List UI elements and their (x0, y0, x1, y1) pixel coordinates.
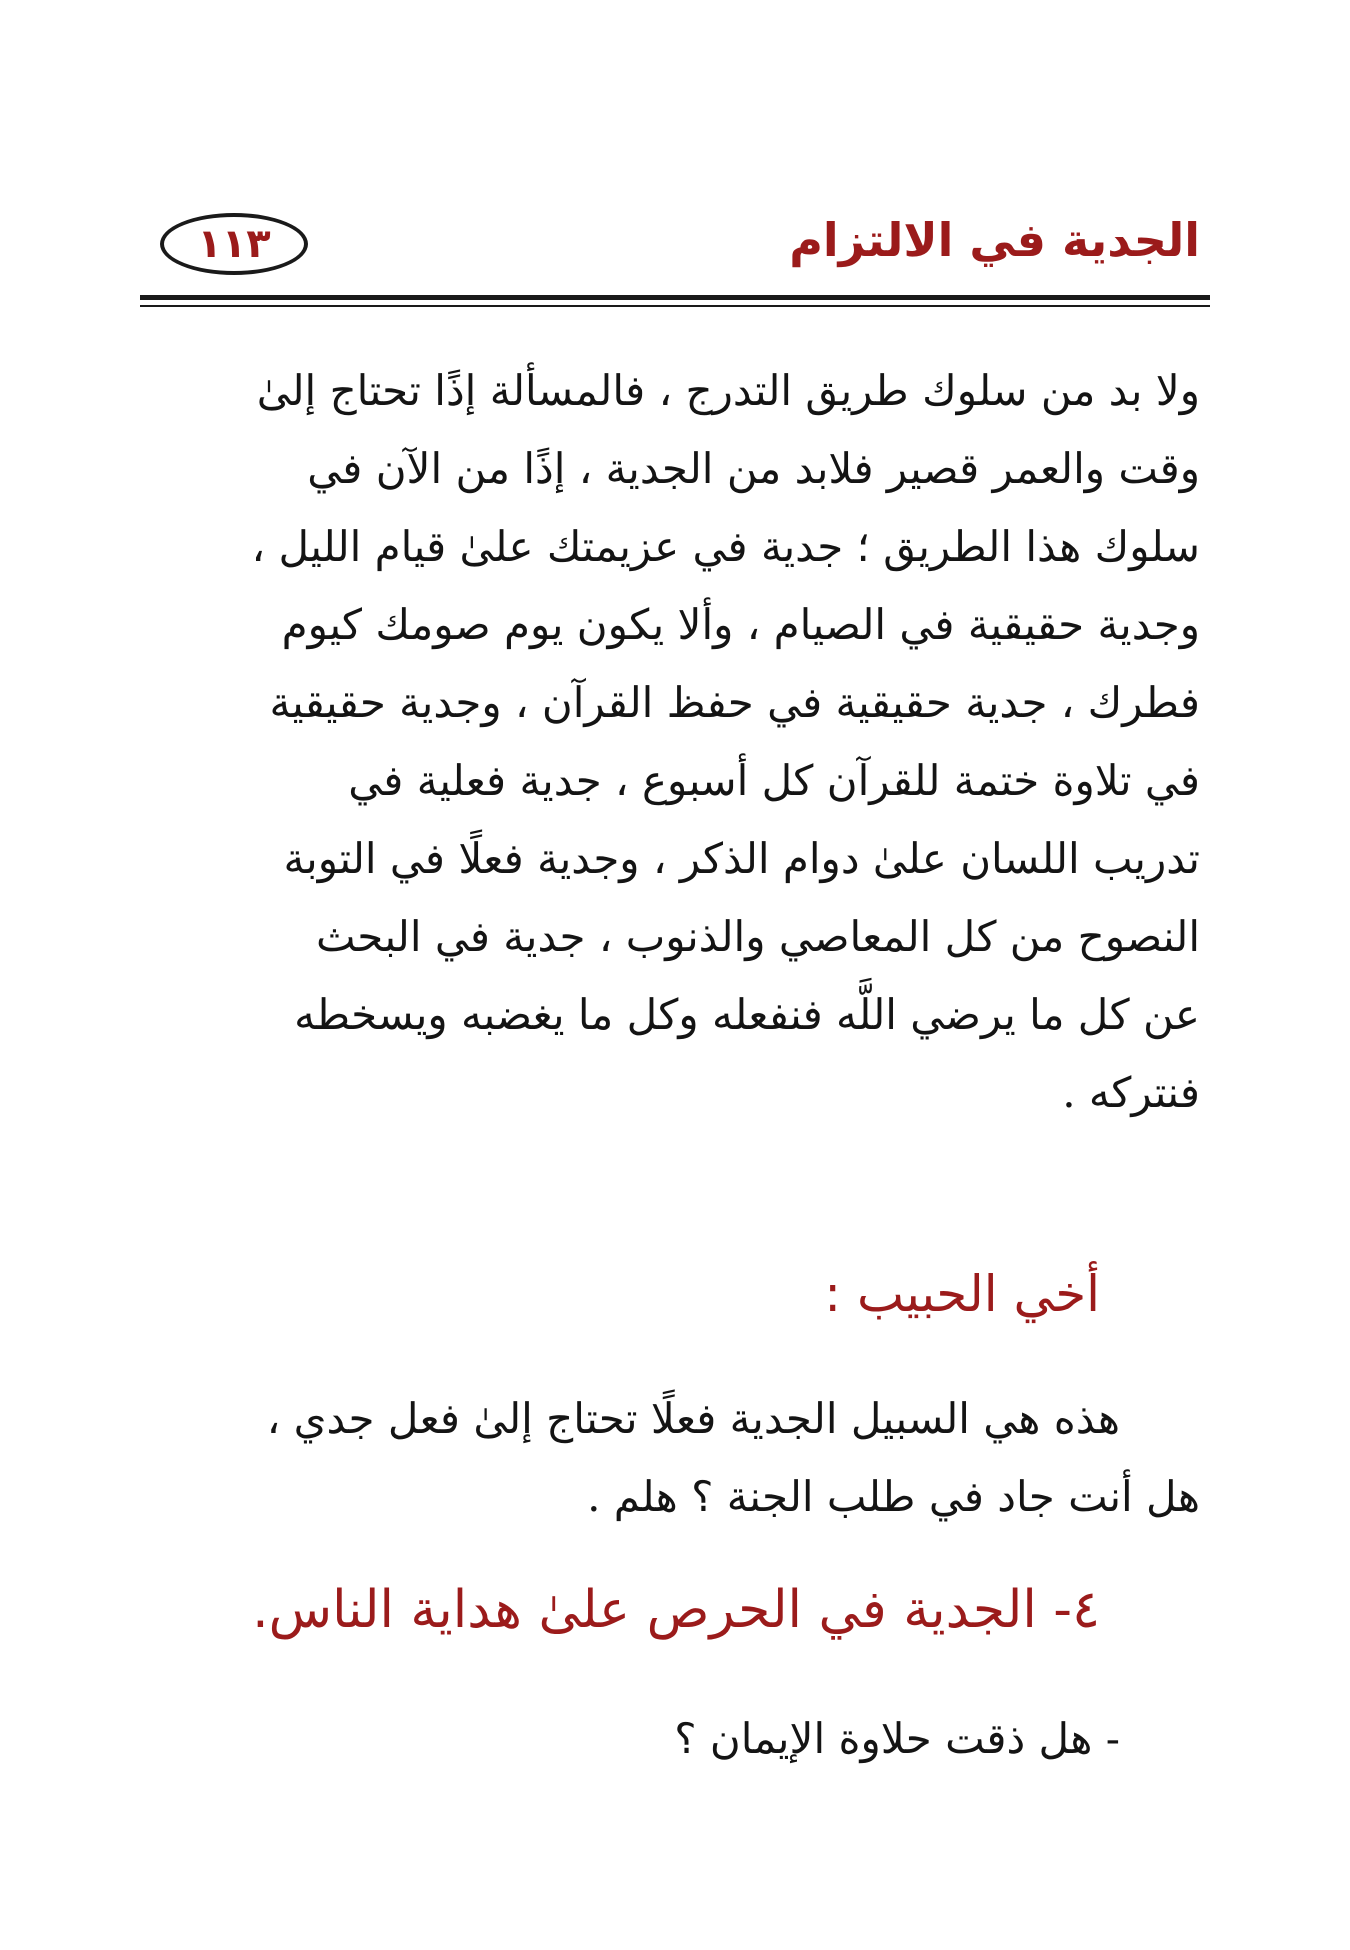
paragraph-1-line: تدريب اللسان علىٰ دوام الذكر ، وجدية فعلًا في التوبة (283, 834, 1200, 883)
paragraph-2-line: هذه هي السبيل الجدية فعلًا تحتاج إلىٰ فعل جدي ، (266, 1394, 1120, 1443)
paragraph-1-line: النصوح من كل المعاصي والذنوب ، جدية في البحث (316, 912, 1200, 961)
paragraph-1-line: سلوك هذا الطريق ؛ جدية في عزيمتك علىٰ قيام الليل ، (251, 522, 1200, 571)
section-heading: ٤- الجدية في الحرص علىٰ هداية الناس. (252, 1580, 1100, 1640)
paragraph-1 (140, 352, 1200, 1132)
header-rule-thick (140, 295, 1210, 300)
paragraph-1-line: فنتركه . (1062, 1068, 1200, 1117)
bullet-line: - هل ذقت حلاوة الإيمان ؟ (674, 1714, 1120, 1763)
paragraph-1-line: وقت والعمر قصير فلابد من الجدية ، إذًا من الآن في (307, 444, 1200, 493)
page-number-badge (160, 213, 308, 275)
header-rule-thin (140, 305, 1210, 307)
subheading: أخي الحبيب : (824, 1265, 1100, 1323)
paragraph-1-line: فطرك ، جدية حقيقية في حفظ القرآن ، وجدية حقيقية (269, 678, 1200, 727)
paragraph-1-line: ولا بد من سلوك طريق التدرج ، فالمسألة إذًا تحتاج إلىٰ (256, 366, 1200, 415)
paragraph-2-line: هل أنت جاد في طلب الجنة ؟ هلم . (587, 1472, 1200, 1521)
header-title: الجدية في الالتزام (789, 213, 1200, 267)
page-number: ١١٣ (197, 221, 271, 267)
running-header (140, 205, 1210, 310)
paragraph-1-line: وجدية حقيقية في الصيام ، وألا يكون يوم صومك كيوم (281, 600, 1200, 649)
paragraph-1-line: عن كل ما يرضي اللَّه فنفعله وكل ما يغضبه ويسخطه (294, 990, 1200, 1039)
paragraph-1-line: في تلاوة ختمة للقرآن كل أسبوع ، جدية فعلية في (348, 756, 1200, 805)
paragraph-2 (140, 1380, 1200, 1536)
